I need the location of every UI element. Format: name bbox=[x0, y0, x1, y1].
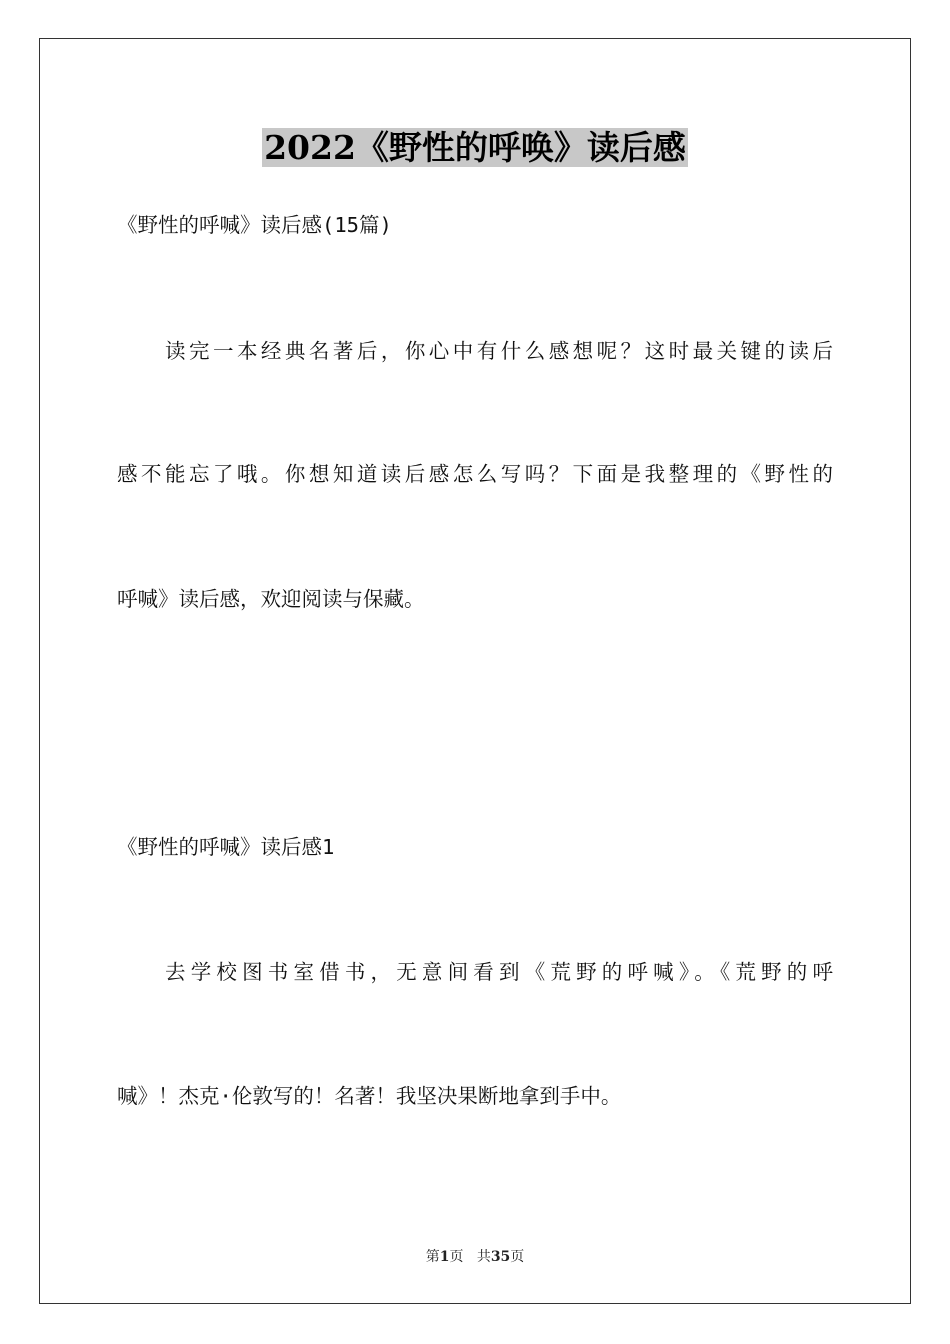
page-label: 第 bbox=[425, 1249, 440, 1265]
intro-line-2: 感不能忘了哦。你想知道读后感怎么写吗？下面是我整理的《野性的 bbox=[117, 462, 833, 486]
intro-line-3: 呼喊》读后感，欢迎阅读与保藏。 bbox=[117, 587, 425, 611]
page-number: 1 bbox=[439, 1249, 450, 1265]
page-unit: 页 bbox=[449, 1249, 464, 1265]
section-line-2: 喊》！杰克·伦敦写的！名著！我坚决果断地拿到手中。 bbox=[117, 1084, 622, 1108]
page-footer bbox=[0, 1246, 950, 1266]
intro-line-1: 读完一本经典名著后，你心中有什么感想呢？这时最关键的读后 bbox=[165, 339, 833, 363]
total-label: 共 bbox=[476, 1249, 491, 1265]
total-unit: 页 bbox=[510, 1249, 525, 1265]
document-title bbox=[0, 122, 950, 174]
subtitle: 《野性的呼喊》读后感(15篇) bbox=[117, 213, 392, 237]
title-text: 2022《野性的呼唤》读后感 bbox=[264, 128, 686, 167]
total-pages: 35 bbox=[490, 1249, 511, 1265]
section-line-1: 去学校图书室借书，无意间看到《荒野的呼喊》。《荒野的呼 bbox=[165, 960, 833, 984]
section-heading: 《野性的呼喊》读后感1 bbox=[117, 835, 335, 859]
